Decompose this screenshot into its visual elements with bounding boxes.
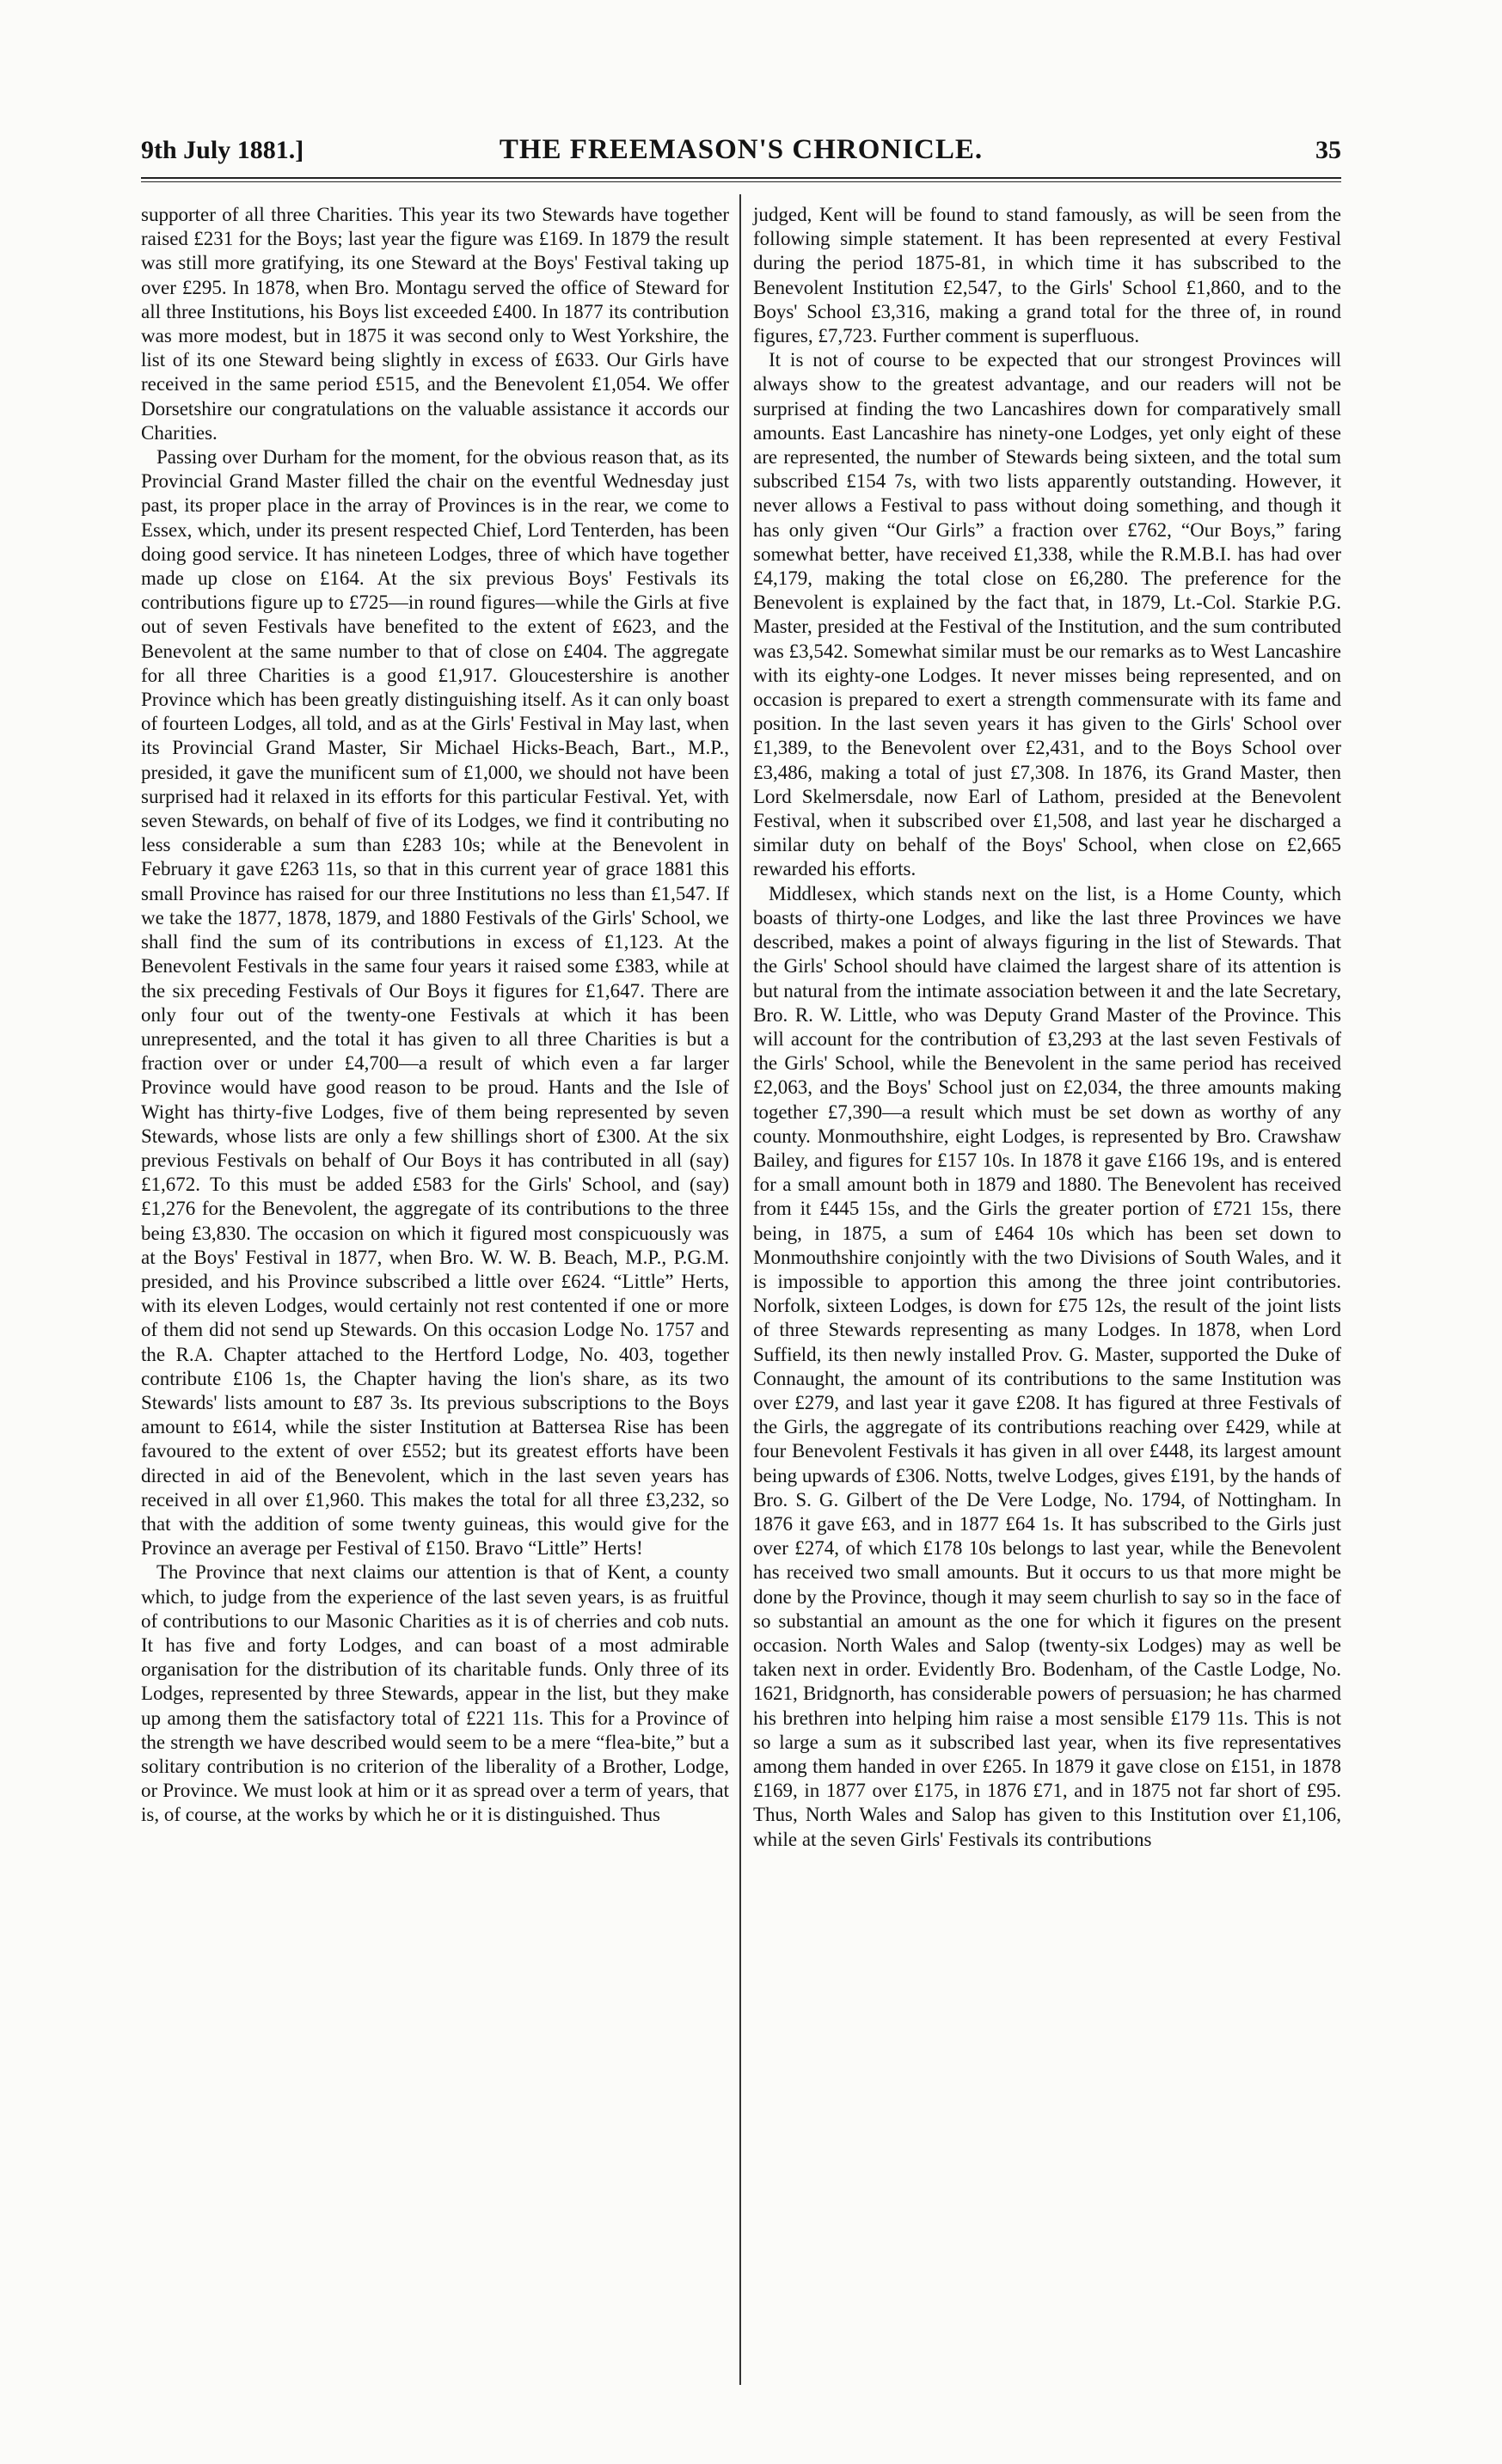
publication-title: THE FREEMASON'S CHRONICLE.: [499, 134, 984, 165]
paragraph: supporter of all three Charities. This year its two Stewards have together raised £231 for the Boys; last year the figure was £169. In 1879 the result was still more gratifying, its one Steward at the Boys' Festival taking up over £295. In 1878, when Bro. Montagu served the office of Steward for all three Institutions, his Boys list exceeded £400. In 1877 its contribution was more modest, but in 1875 it was second only to West Yorkshire, the list of its one Steward being slightly in excess of £633. Our Girls have received in the same period £515, and the Benevolent £1,054. We offer Dorsetshire our congratulations on the valuable assistance it accords our Charities.: [141, 204, 729, 444]
paragraph: judged, Kent will be found to stand famously, as will be seen from the following simple statement. It has been represented at every Festival during the period 1875-81, in which time it has subscribed to the Benevolent Institution £2,547, to the Girls' School £1,860, and to the Boys' School £3,316, making a grand total for the three of, in round figures, £7,723. Further comment is superfluous.: [753, 204, 1341, 347]
issue-date: 9th July 1881.]: [141, 136, 304, 164]
column-divider: [739, 194, 741, 2385]
right-column: [753, 203, 1341, 1852]
left-column: [141, 203, 729, 1828]
paragraph: It is not of course to be expected that our strongest Provinces will always show to the greatest advantage, and our readers will not be surprised at finding the two Lancashires down for comparatively small amounts. East Lancashire has ninety-one Lodges, yet only eight of these are represented, the number of Stewards being sixteen, and the total sum subscribed £154 7s, with two lists apparently outstanding. However, it never allows a Festival to pass without doing something, and though it has only given “Our Girls” a fraction over £762, “Our Boys,” faring somewhat better, have received £1,338, while the R.M.B.I. has had over £4,179, making the total close on £6,280. The preference for the Benevolent is explained by the fact that, in 1879, Lt.-Col. Starkie P.G. Master, presided at the Festival of the Institution, and the sum contributed was £3,542. Somewhat similar must be our remarks as to West Lancashire with its eighty-one Lodges. It never misses being represented, and on occasion is prepared to exert a strength commensurate with its fame and position. In the last seven years it has given to the Girls' School over £1,389, to the Benevolent over £2,431, and to the Boys School over £3,486, making a total of just £7,308. In 1876, its Grand Master, then Lord Skelmersdale, now Earl of Lathom, presided at the Benevolent Festival, when it subscribed over £1,508, and last year he discharged a similar duty on behalf of the Boys' School, when close on £2,665 rewarded his efforts.: [753, 349, 1341, 880]
paragraph: Passing over Durham for the moment, for the obvious reason that, as its Provincial Grand Master filled the chair on the eventful Wednesday just past, its proper place in the array of Provinces is in the rear, we come to Essex, which, under its present respected Chief, Lord Tenterden, has been doing good service. It has nineteen Lodges, three of which have together made up close on £164. At the six previous Boys' Festivals its contributions figure up to £725—in round figures—while the Girls at five out of seven Festivals have benefited to the extent of £623, and the Benevolent at the same number to that of close on £404. The aggregate for all three Charities is a good £1,917. Gloucestershire is another Province which has been greatly distinguishing itself. As it can only boast of fourteen Lodges, all told, and as at the Girls' Festival in May last, when its Provincial Grand Master, Sir Michael Hicks-Beach, Bart., M.P., presided, it gave the munificent sum of £1,000, we should not have been surprised had it relaxed in its efforts for this particular Festival. Yet, with seven Stewards, on behalf of five of its Lodges, we find it contributing no less considerable a sum than £283 10s; while at the Benevolent in February it gave £263 11s, so that in this current year of grace 1881 this small Province has raised for our three Institutions no less than £1,547. If we take the 1877, 1878, 1879, and 1880 Festivals of the Girls' School, we shall find the sum of its contributions in excess of £1,123. At the Benevolent Festivals in the same four years it raised some £383, while at the six preceding Festivals of Our Boys it figures for £1,647. There are only four out of the twenty-one Festivals at which it has been unrepresented, and the total it has given to all three Charities is but a fraction over or under £4,700—a result of which even a far larger Province would have good reason to be proud. Hants and the Isle of Wight has thirty-five Lodges, five of them being represented by seven Stewards, whose lists are only a few shillings short of £300. At the six previous Festivals on behalf of Our Boys it has contributed in all (say) £1,672. To this must be added £583 for the Girls' School, and (say) £1,276 for the Benevolent, the aggregate of its contributions to the three being £3,830. The occasion on which it figured most conspicuously was at the Boys' Festival in 1877, when Bro. W. W. B. Beach, M.P., P.G.M. presided, and his Province subscribed a little over £624. “Little” Herts, with its eleven Lodges, would certainly not rest contented if one or more of them did not send up Stewards. On this occasion Lodge No. 1757 and the R.A. Chapter attached to the Hertford Lodge, No. 403, together contribute £106 1s, the Chapter having the lion's share, as its two Stewards' lists amount to £87 3s. Its previous subscriptions to the Boys amount to £614, while the sister Institution at Battersea Rise has been favoured to the extent of over £552; but its greatest efforts have been directed in aid of the Benevolent, which in the last seven years has received in all over £1,960. This makes the total for all three £3,232, so that with the addition of some twenty guineas, this would give for the Province an average per Festival of £150. Bravo “Little” Herts!: [141, 446, 729, 1560]
page-number: 35: [1315, 136, 1341, 164]
running-header: [141, 129, 1341, 174]
header-rule-top: [141, 177, 1341, 179]
paragraph: Middlesex, which stands next on the list, is a Home County, which boasts of thirty-one Lodges, and like the last three Provinces we have described, makes a point of always figuring in the list of Stewards. That the Girls' School should have claimed the largest share of its attention is but natural from the intimate association between it and the late Secretary, Bro. R. W. Little, who was Deputy Grand Master of the Province. This will account for the contribution of £3,293 at the last seven Festivals of the Girls' School, while the Benevolent in the same period has received £2,063, and the Boys' School just on £2,034, the three amounts making together £7,390—a result which must be set down as worthy of any county. Monmouthshire, eight Lodges, is represented by Bro. Crawshaw Bailey, and figures for £157 10s. In 1878 it gave £166 19s, and is entered for a small amount both in 1879 and 1880. The Benevolent has received from it £445 15s, and the Girls the greater portion of £721 15s, there being, in 1875, a sum of £464 10s which has been set down to Monmouthshire conjointly with the two Divisions of South Wales, and it is impossible to apportion this among the three joint contributories. Norfolk, sixteen Lodges, is down for £75 12s, the result of the joint lists of three Stewards representing as many Lodges. In 1878, when Lord Suffield, its then newly installed Prov. G. Master, supported the Duke of Connaught, the amount of its contributions to the same Institution was over £279, and last year it gave £208. It has figured at three Festivals of the Girls, the aggregate of its contributions reaching over £429, while at four Benevolent Festivals it has given in all over £448, its largest amount being upwards of £306. Notts, twelve Lodges, gives £191, by the hands of Bro. S. G. Gilbert of the De Vere Lodge, No. 1794, of Nottingham. In 1876 it gave £63, and in 1877 £64 1s. It has subscribed to the Girls just over £274, of which £178 10s belongs to last year, while the Benevolent has received two small amounts. But it occurs to us that more might be done by the Province, though it may seem churlish to say so in the face of so substantial an amount as the one for which it figures on the present occasion. North Wales and Salop (twenty-six Lodges) may as well be taken next in order. Evidently Bro. Bodenham, of the Castle Lodge, No. 1621, Bridgnorth, has considerable powers of persuasion; he has charmed his brethren into helping him raise a most sensible £179 11s. This is not so large a sum as it subscribed last year, when its five representatives among them handed in over £265. In 1879 it gave close on £151, in 1878 £169, in 1877 over £175, in 1876 £71, and in 1875 not far short of £95. Thus, North Wales and Salop has given to this Institution over £1,106, while at the seven Girls' Festivals its contributions: [753, 882, 1341, 1850]
header-rule-bottom: [141, 181, 1341, 182]
paragraph: The Province that next claims our attention is that of Kent, a county which, to judge from the experience of the last seven years, is as fruitful of contributions to our Masonic Charities as it is of cherries and cob nuts. It has five and forty Lodges, and can boast of a most admirable organisation for the distribution of its charitable funds. Only three of its Lodges, represented by three Stewards, appear in the list, but they make up among them the satisfactory total of £221 11s. This for a Province of the strength we have described would seem to be a mere “flea-bite,” but a solitary contribution is no criterion of the liberality of a Brother, Lodge, or Province. We must look at him or it as spread over a term of years, that is, of course, at the works by which he or it is distinguished. Thus: [141, 1561, 729, 1826]
